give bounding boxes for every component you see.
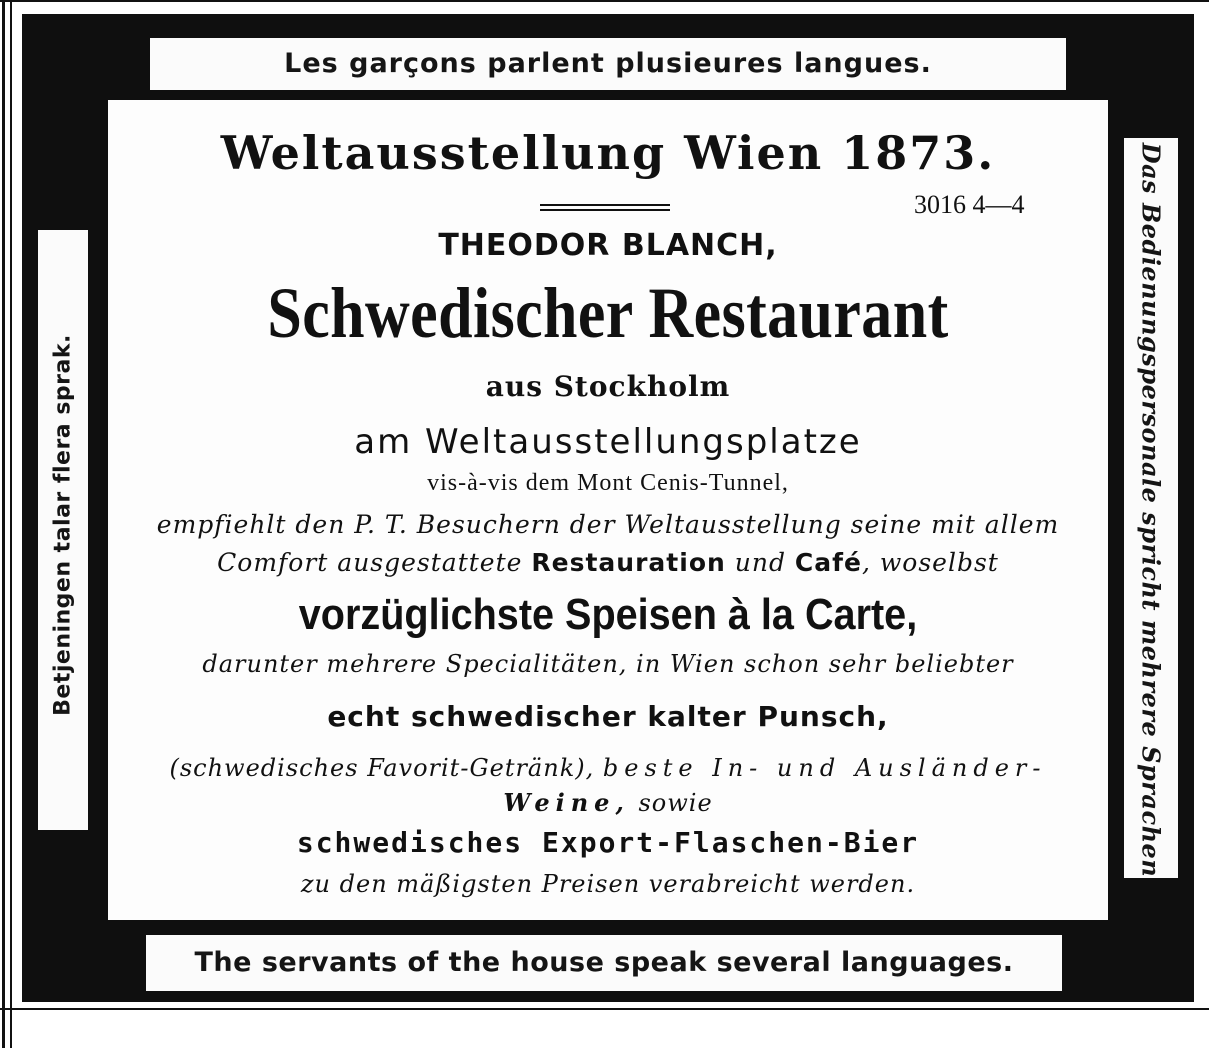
body-line-4-part-b: beste In- und Ausländer-	[602, 754, 1047, 782]
body-line-2-part-e: , woselbst	[861, 548, 999, 577]
body-line-4-part-a: (schwedisches Favorit-Getränk),	[169, 754, 595, 782]
page-edge-rule-bottom	[0, 1008, 1209, 1010]
body-text-line-5	[108, 788, 1108, 817]
top-language-band: Les garçons parlent plusieures langues.	[150, 38, 1066, 90]
ad-title: Weltausstellung Wien 1873.	[220, 126, 996, 180]
specialty-line: echt schwedischer kalter Punsch,	[327, 700, 889, 733]
bottom-language-band: The servants of the house speak several languages.	[146, 935, 1062, 991]
right-language-text: Das Bedienungspersonale spricht mehrere Sprachen	[1136, 142, 1166, 878]
page-edge-rule-left-inner	[10, 0, 12, 1048]
body-line-5-part-a: Weine,	[503, 788, 630, 817]
page-edge-rule-left	[2, 0, 5, 1048]
body-text-line-3: darunter mehrere Specialitäten, in Wien schon sehr beliebter	[202, 650, 1014, 678]
location-line: am Weltausstellungsplatze	[354, 422, 862, 462]
body-text-line-4	[108, 754, 1108, 782]
cafe-word: Café	[794, 548, 862, 577]
body-line-2-part-a: Comfort ausgestattete	[217, 548, 523, 577]
restauration-word: Restauration	[531, 548, 726, 577]
left-language-text: Betjeningen talar flera sprak.	[50, 334, 76, 716]
body-text-line-1: empfiehlt den P. T. Besuchern der Weltausstellung seine mit allem	[156, 510, 1060, 539]
highlight-line: vorzüglichste Speisen à la Carte,	[298, 590, 918, 639]
title-rule-divider	[540, 204, 670, 211]
body-line-5-part-b: sowie	[638, 789, 713, 817]
advertisement-panel	[108, 100, 1108, 920]
beer-line: schwedisches Export-Flaschen-Bier	[296, 826, 920, 859]
closing-line: zu den mäßigsten Preisen verabreicht werden.	[300, 870, 916, 898]
body-line-2-part-c: und	[734, 548, 786, 577]
business-name: Schwedischer Restaurant	[267, 273, 949, 353]
reference-number: 3016 4—4	[914, 190, 1025, 219]
landmark-line: vis-à-vis dem Mont Cenis-Tunnel,	[427, 470, 789, 496]
page-edge-rule-top	[0, 0, 1209, 2]
body-text-line-2	[108, 548, 1108, 577]
proprietor-name: THEODOR BLANCH,	[438, 228, 778, 263]
origin-city: aus Stockholm	[485, 370, 731, 403]
